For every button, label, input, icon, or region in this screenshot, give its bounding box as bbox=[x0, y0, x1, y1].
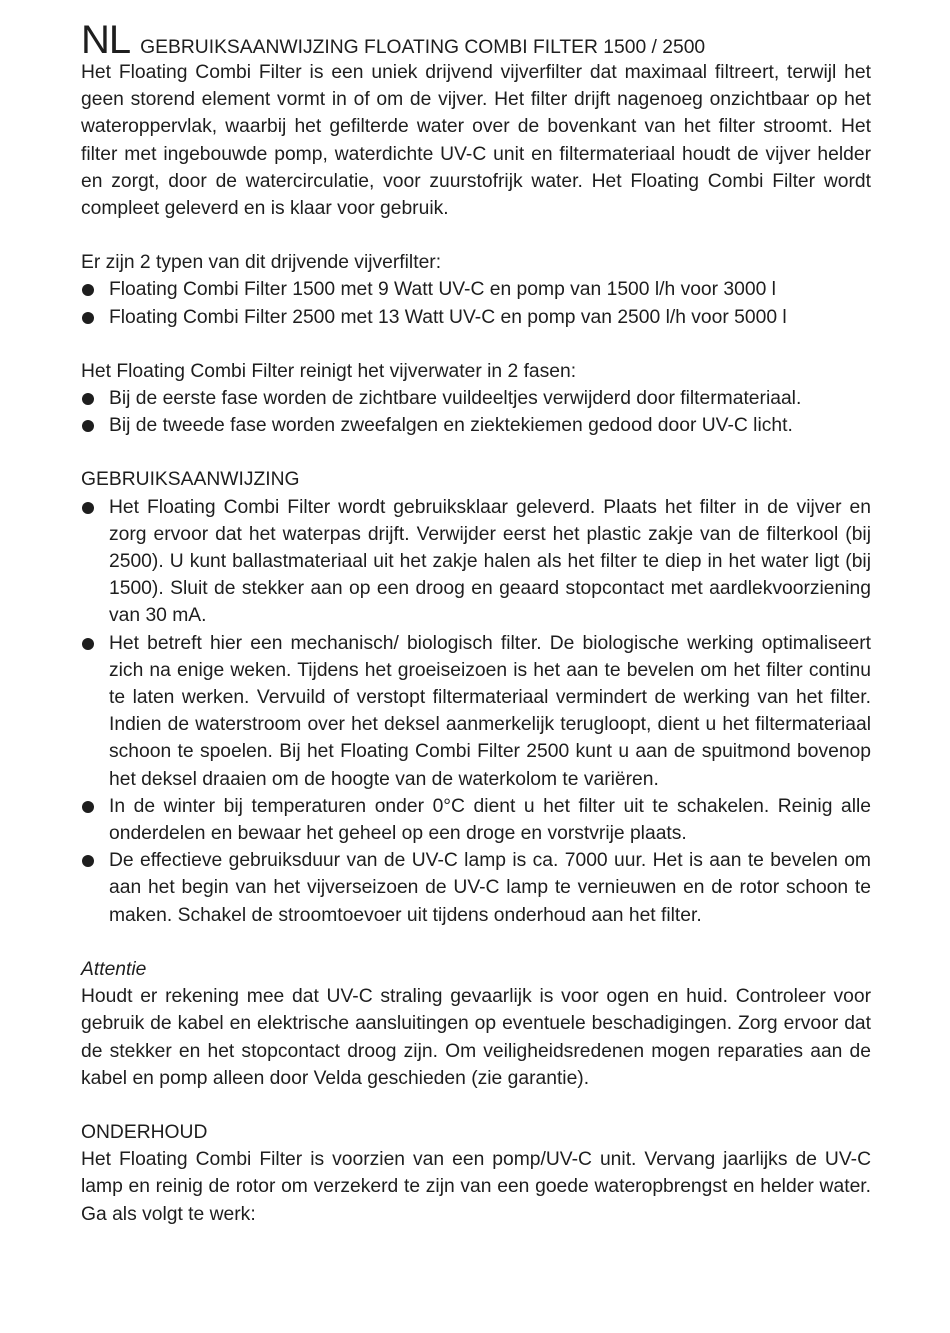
bullet-icon bbox=[82, 638, 94, 650]
spacer bbox=[81, 1092, 871, 1119]
bullet-icon bbox=[82, 420, 94, 432]
bullet-icon bbox=[82, 312, 94, 324]
usage-heading: GEBRUIKSAANWIJZING bbox=[81, 469, 300, 491]
attention-text: Houdt er rekening mee dat UV-C straling gevaarlijk is voor ogen en huid. Controleer voor gebruik de kabel en elektrische aansluitingen op eventuele beschadigingen. Zorg ervoor dat de stekker en het stopcontact droog zijn. Om veiligheidsredenen mogen reparaties aan de kabel en pomp alleen door Velda geschieden (zie garantie). bbox=[81, 986, 871, 1089]
language-code: NL bbox=[81, 18, 131, 62]
list-item bbox=[81, 385, 871, 412]
list-item-text: Floating Combi Filter 2500 met 13 Watt UV-C en pomp van 2500 l/h voor 5000 l bbox=[109, 306, 787, 328]
list-item-text: Bij de eerste fase worden de zichtbare vuildeeltjes verwijderd door filtermateriaal. bbox=[109, 388, 802, 410]
spacer bbox=[81, 929, 871, 956]
title-line bbox=[81, 20, 871, 60]
list-item bbox=[81, 630, 871, 793]
phases-lead: Het Floating Combi Filter reinigt het vijverwater in 2 fasen: bbox=[81, 360, 577, 382]
document-title: GEBRUIKSAANWIJZING FLOATING COMBI FILTER 1500 / 2500 bbox=[140, 37, 706, 58]
list-item-text: In de winter bij temperaturen onder 0°C dient u het filter uit te schakelen. Reinig alle onderdelen en bewaar het geheel op een droge en vorstvrije plaats. bbox=[109, 795, 871, 845]
usage-list bbox=[81, 494, 871, 929]
spacer bbox=[81, 222, 871, 249]
bullet-icon bbox=[82, 393, 94, 405]
list-item-text: Het Floating Combi Filter wordt gebruiksklaar geleverd. Plaats het filter in de vijver en zorg ervoor dat het waterpas drijft. Verwijder eerst het plastic zakje van de filterkool (bij 2500). U kunt ballastmateriaal uit het zakje halen als het filter te diep in het water ligt (bij 1500). Sluit de stekker aan op een droog en geaard stopcontact met aardlekvoorziening van 30 mA. bbox=[109, 496, 871, 627]
intro-paragraph: Het Floating Combi Filter is een uniek drijvend vijverfilter dat maximaal filtreert, terwijl het geen storend element vormt in of om de vijver. Het filter drijft nagenoeg onzichtbaar op het wateroppervlak, waarbij het gefilterde water over de bovenkant van het filter stroomt. Het filter met ingebouwde pomp, waterdichte UV-C unit en filtermateriaal houdt de vijver helder en zorgt, door de watercirculatie, voor zuurstofrijk water. Het Floating Combi Filter wordt compleet geleverd en is klaar voor gebruik. bbox=[81, 62, 871, 220]
spacer bbox=[81, 439, 871, 466]
bullet-icon bbox=[82, 284, 94, 296]
maintenance-text: Het Floating Combi Filter is voorzien van een pomp/UV-C unit. Vervang jaarlijks de UV-C lamp en reinig de rotor om verzekerd te zijn van een goede wateropbrengst en helder water. Ga als volgt te werk: bbox=[81, 1149, 871, 1225]
list-item bbox=[81, 793, 871, 847]
list-item-text: Floating Combi Filter 1500 met 9 Watt UV-C en pomp van 1500 l/h voor 3000 l bbox=[109, 279, 776, 301]
spacer bbox=[81, 331, 871, 358]
list-item bbox=[81, 412, 871, 439]
types-lead: Er zijn 2 typen van dit drijvende vijverfilter: bbox=[81, 252, 442, 274]
types-list bbox=[81, 276, 871, 330]
list-item bbox=[81, 847, 871, 929]
attention-label: Attentie bbox=[81, 958, 147, 980]
phases-list bbox=[81, 385, 871, 439]
bullet-icon bbox=[82, 855, 94, 867]
list-item-text: Het betreft hier een mechanisch/ biologisch filter. De biologische werking optimaliseert zich na enige weken. Tijdens het groeiseizoen is het aan te bevelen om het filter continu te laten werken. Vervuild of verstopt filtermateriaal vermindert de werking van het filter. Indien de waterstroom over het deksel aanmerkelijk terugloopt, dient u het filtermateriaal schoon te spoelen. Bij het Floating Combi Filter 2500 kunt u aan de spuitmond bovenop het deksel draaien om de hoogte van de waterkolom te variëren. bbox=[109, 632, 871, 790]
list-item-text: De effectieve gebruiksduur van de UV-C lamp is ca. 7000 uur. Het is aan te bevelen om aan het begin van het vijverseizoen de UV-C lamp te vernieuwen en de rotor schoon te maken. Schakel de stroomtoevoer uit tijdens onderhoud aan het filter. bbox=[109, 850, 871, 926]
bullet-icon bbox=[82, 502, 94, 514]
list-item bbox=[81, 304, 871, 331]
manual-page bbox=[81, 20, 871, 1228]
list-item bbox=[81, 494, 871, 630]
bullet-icon bbox=[82, 801, 94, 813]
list-item bbox=[81, 276, 871, 303]
list-item-text: Bij de tweede fase worden zweefalgen en ziektekiemen gedood door UV-C licht. bbox=[109, 415, 793, 437]
maintenance-heading: ONDERHOUD bbox=[81, 1121, 208, 1143]
